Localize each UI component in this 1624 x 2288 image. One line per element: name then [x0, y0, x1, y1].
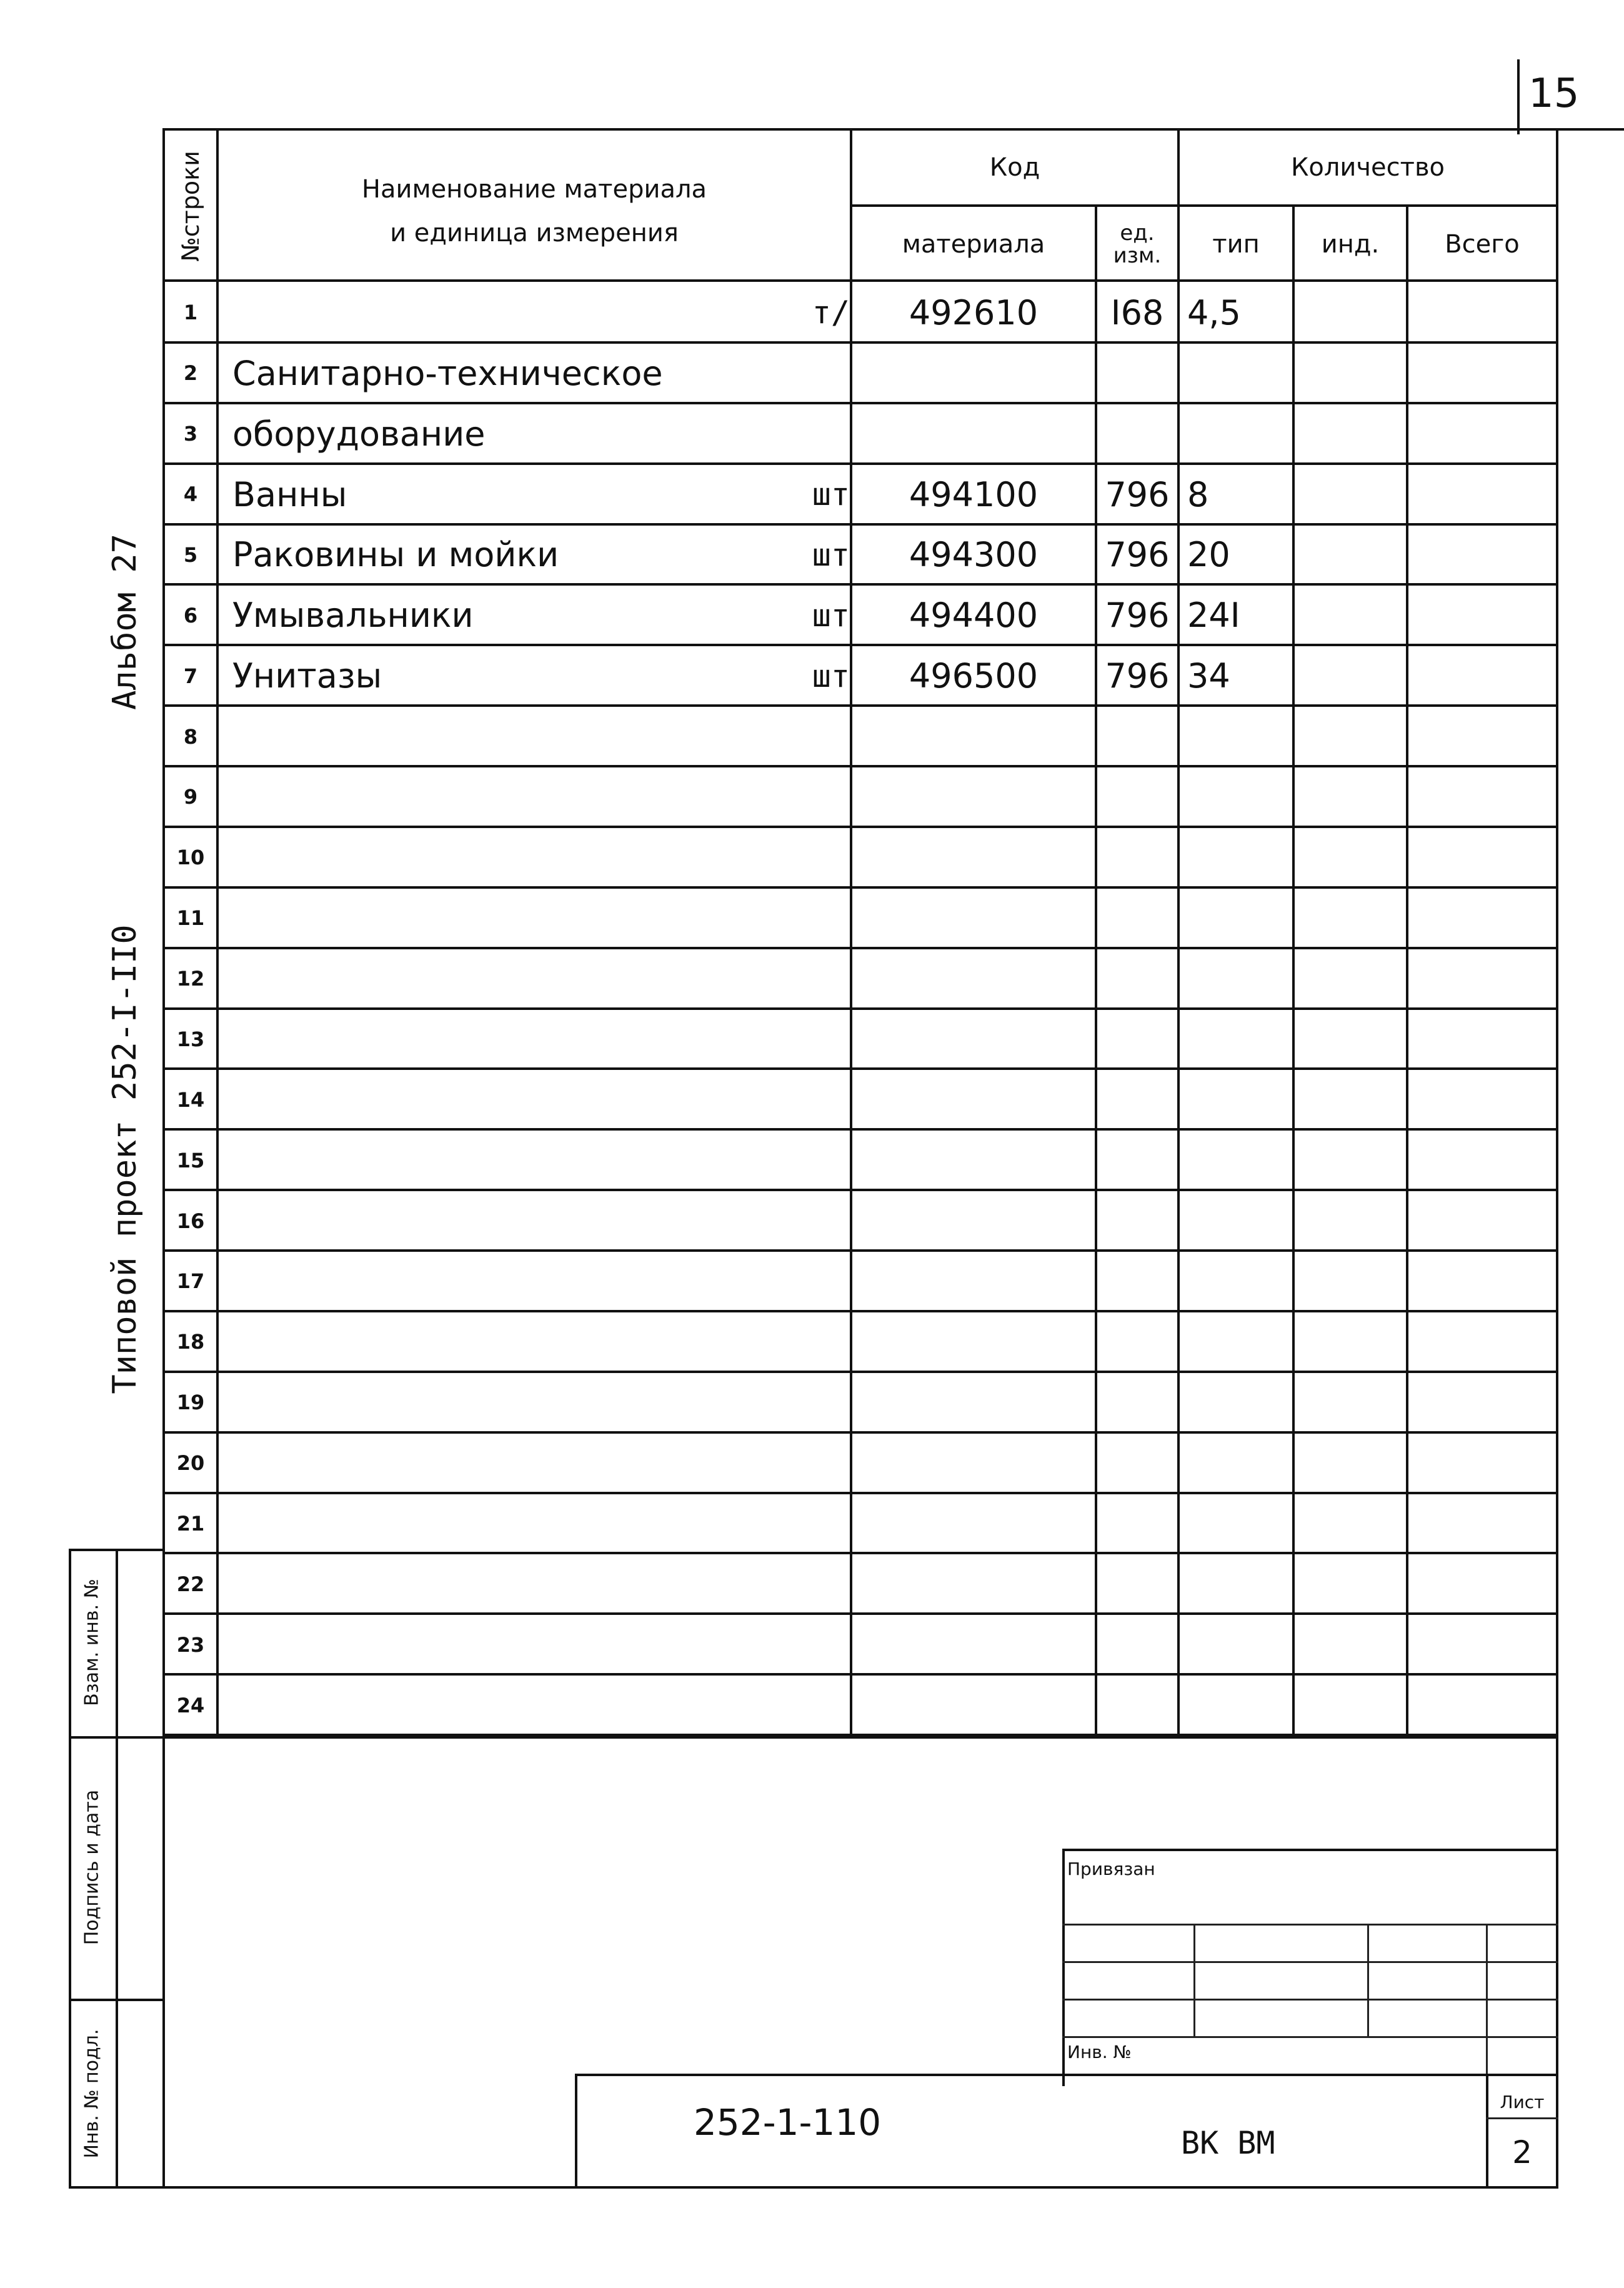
unit-code: 796 [1105, 596, 1170, 636]
material-name: Ванны [232, 474, 347, 514]
quantity-type: 4,5 [1187, 292, 1241, 332]
code-group-header: Код [989, 153, 1040, 182]
quantity-type [1187, 951, 1292, 1007]
row-divider-line [162, 947, 1558, 949]
material-code [852, 1435, 1095, 1492]
quantity-ind [1295, 951, 1406, 1007]
privyazan-row-3 [1062, 1999, 1558, 2001]
material-code [852, 406, 1095, 462]
quantity-total [1408, 345, 1556, 402]
row-number: 13 [176, 1027, 205, 1051]
quantity-total [1408, 406, 1556, 462]
quantity-ind [1295, 1556, 1406, 1612]
material-unit [750, 1616, 850, 1673]
quantity-total [1408, 829, 1556, 886]
material-code [852, 1011, 1095, 1068]
material-name [232, 284, 782, 341]
material-unit [750, 1192, 850, 1249]
quantity-type [1187, 1253, 1292, 1310]
material-name [232, 708, 782, 765]
material-name: Умывальники [232, 596, 474, 636]
material-unit: шт [812, 476, 850, 513]
quantity-total [1408, 951, 1556, 1007]
quantity-total [1408, 1435, 1556, 1492]
quantity-ind [1295, 708, 1406, 765]
header-bottom-line [162, 279, 1558, 282]
unit-code [1097, 1496, 1177, 1552]
quantity-ind [1295, 406, 1406, 462]
frame-bottom-line [69, 2186, 1558, 2189]
material-code [852, 1677, 1095, 1734]
header-mid-line [850, 204, 1558, 207]
row-number: 6 [183, 603, 198, 627]
quantity-ind [1295, 1496, 1406, 1552]
unit-code [1097, 1011, 1177, 1068]
quantity-type [1187, 1616, 1292, 1673]
row-divider-line [162, 1492, 1558, 1494]
material-name [232, 1435, 782, 1492]
material-code [852, 1192, 1095, 1249]
quantity-type [1187, 1314, 1292, 1371]
material-unit [750, 769, 850, 826]
unit-code [1097, 1435, 1177, 1492]
quantity-type [1187, 769, 1292, 826]
quantity-total [1408, 769, 1556, 826]
quantity-ind [1295, 1677, 1406, 1734]
quantity-ind [1295, 1616, 1406, 1673]
material-name [232, 1496, 782, 1552]
quantity-type [1187, 1071, 1292, 1128]
unit-code [1097, 1374, 1177, 1431]
unit-code [1097, 1192, 1177, 1249]
row-divider-line [162, 886, 1558, 889]
row-divider-line [162, 1310, 1558, 1312]
material-name: Унитазы [232, 656, 382, 696]
quantity-ind-header: инд. [1321, 230, 1380, 259]
unit-code [1097, 1616, 1177, 1673]
album-vertical-label: Альбом 27 [106, 534, 144, 710]
material-name [232, 1011, 782, 1068]
quantity-type [1187, 1011, 1292, 1068]
stamp-podpis-data: Подпись и дата [81, 1789, 103, 1946]
material-name: Раковины и мойки [232, 535, 559, 575]
material-name [232, 769, 782, 826]
quantity-total [1408, 284, 1556, 341]
quantity-total [1408, 647, 1556, 704]
quantity-ind [1295, 890, 1406, 947]
material-name [232, 1616, 782, 1673]
quantity-total [1408, 587, 1556, 644]
quantity-type [1187, 1556, 1292, 1612]
row-number: 20 [176, 1451, 205, 1476]
quantity-ind [1295, 466, 1406, 523]
quantity-type [1187, 1677, 1292, 1734]
material-name: оборудование [232, 414, 486, 454]
row-number: 7 [183, 664, 198, 688]
row-number: 11 [176, 906, 205, 931]
stamp-line-1 [69, 1736, 165, 1739]
privyazan-row-4 [1062, 2036, 1558, 2038]
quantity-ind [1295, 1071, 1406, 1128]
row-number: 15 [176, 1148, 205, 1172]
material-unit: т/ [812, 294, 850, 331]
stamp-vzam-inv: Взам. инв. № [81, 1579, 103, 1706]
quantity-type [1187, 708, 1292, 765]
quantity-ind [1295, 1314, 1406, 1371]
stamp-divider-line [116, 1549, 118, 2189]
material-unit [750, 829, 850, 886]
material-unit [750, 1253, 850, 1310]
quantity-type [1187, 890, 1292, 947]
stamp-top-line [69, 1549, 165, 1551]
material-name: Санитарно-техническое [232, 353, 663, 393]
row-divider-line [162, 644, 1558, 646]
column-line-sub-0 [1095, 204, 1097, 1735]
material-name-header-line1: Наименование материала [361, 175, 707, 204]
row-number: 2 [183, 361, 198, 386]
quantity-total [1408, 1374, 1556, 1431]
material-unit [750, 1496, 850, 1552]
unit-code [1097, 1314, 1177, 1371]
row-number: 12 [176, 967, 205, 991]
material-unit: шт [812, 657, 850, 694]
material-code: 496500 [909, 656, 1039, 696]
material-unit [750, 951, 850, 1007]
material-code [852, 708, 1095, 765]
row-number: 3 [183, 422, 198, 446]
unit-code [1097, 890, 1177, 947]
sheet-label: Лист [1500, 2091, 1545, 2112]
stamp-inv-podl: Инв. № подл. [81, 2029, 103, 2159]
privyazan-row-2 [1062, 1961, 1558, 1963]
quantity-total [1408, 1132, 1556, 1189]
privyazan-left-line [1062, 1849, 1065, 2086]
quantity-ind [1295, 1011, 1406, 1068]
row-divider-line [162, 1007, 1558, 1010]
unit-code [1097, 829, 1177, 886]
quantity-type [1187, 345, 1292, 402]
project-designation: 252-1-110 [694, 2101, 882, 2144]
unit-code [1097, 1071, 1177, 1128]
material-name-header-line2: и единица измерения [390, 219, 679, 247]
unit-code [1097, 1556, 1177, 1612]
row-divider-line [162, 1673, 1558, 1676]
row-divider-line [162, 1612, 1558, 1615]
material-unit [750, 1435, 850, 1492]
quantity-type [1187, 1192, 1292, 1249]
material-unit [750, 1677, 850, 1734]
material-code [852, 345, 1095, 402]
privyazan-col-1 [1193, 1924, 1195, 2036]
material-name [232, 1071, 782, 1128]
quantity-total [1408, 1496, 1556, 1552]
material-name [232, 1677, 782, 1734]
quantity-total [1408, 1677, 1556, 1734]
row-divider-line [162, 462, 1558, 465]
quantity-type-header: тип [1212, 230, 1260, 259]
material-unit [750, 345, 850, 402]
unit-code [1097, 1253, 1177, 1310]
quantity-total-header: Всего [1445, 230, 1520, 259]
material-code [852, 1253, 1095, 1310]
material-code [852, 1556, 1095, 1612]
row-divider-line [162, 341, 1558, 344]
material-name [232, 1253, 782, 1310]
quantity-total [1408, 1071, 1556, 1128]
material-unit [750, 1374, 850, 1431]
quantity-type [1187, 1374, 1292, 1431]
material-name [232, 951, 782, 1007]
row-divider-line [162, 1371, 1558, 1373]
quantity-total [1408, 1616, 1556, 1673]
quantity-ind [1295, 1374, 1406, 1431]
material-code [852, 1071, 1095, 1128]
quantity-type: 8 [1187, 474, 1209, 514]
quantity-total [1408, 1556, 1556, 1612]
quantity-type [1187, 1132, 1292, 1189]
column-line-sub-2 [1406, 204, 1408, 1735]
row-number: 9 [183, 785, 198, 809]
row-number: 14 [176, 1087, 205, 1112]
quantity-total [1408, 708, 1556, 765]
material-name [232, 1374, 782, 1431]
material-unit [750, 1132, 850, 1189]
quantity-ind [1295, 345, 1406, 402]
column-line-main-1 [850, 128, 852, 1735]
material-code [852, 1496, 1095, 1552]
column-line-main-2 [1177, 128, 1180, 1735]
quantity-type: 34 [1187, 656, 1230, 696]
row-divider-line [162, 523, 1558, 526]
row-number: 17 [176, 1269, 205, 1294]
material-unit [750, 708, 850, 765]
quantity-ind [1295, 829, 1406, 886]
unit-code: 796 [1105, 474, 1170, 514]
project-vertical-label: Типовой проект 252-I-II0 [106, 924, 144, 1394]
privyazan-col-2 [1367, 1924, 1369, 2036]
material-code [852, 829, 1095, 886]
code-material-header: материала [902, 230, 1045, 259]
unit-code [1097, 951, 1177, 1007]
unit-code [1097, 1132, 1177, 1189]
quantity-group-header: Количество [1290, 153, 1445, 182]
quantity-ind [1295, 527, 1406, 584]
material-unit [750, 890, 850, 947]
material-code: 492610 [909, 292, 1039, 332]
material-name [232, 829, 782, 886]
row-divider-line [162, 1431, 1558, 1434]
quantity-type [1187, 1435, 1292, 1492]
row-divider-line [162, 402, 1558, 404]
quantity-ind [1295, 1192, 1406, 1249]
material-code [852, 1616, 1095, 1673]
quantity-type [1187, 406, 1292, 462]
quantity-total [1408, 1192, 1556, 1249]
material-code [852, 1314, 1095, 1371]
quantity-ind [1295, 647, 1406, 704]
column-line-sub-1 [1292, 204, 1295, 1735]
material-code: 494100 [909, 474, 1039, 514]
unit-code: 796 [1105, 656, 1170, 696]
quantity-total [1408, 527, 1556, 584]
unit-code [1097, 769, 1177, 826]
material-unit [750, 406, 850, 462]
quantity-ind [1295, 769, 1406, 826]
quantity-total [1408, 1011, 1556, 1068]
row-divider-line [162, 1552, 1558, 1554]
unit-code: I68 [1110, 292, 1164, 332]
drawing-section: ВК ВМ [1181, 2125, 1275, 2161]
material-unit [750, 1556, 850, 1612]
quantity-type [1187, 1496, 1292, 1552]
row-divider-line [162, 765, 1558, 767]
row-number: 21 [176, 1511, 205, 1536]
quantity-ind [1295, 1253, 1406, 1310]
material-code [852, 1132, 1095, 1189]
material-unit: шт [812, 597, 850, 634]
quantity-ind [1295, 587, 1406, 644]
quantity-total [1408, 1253, 1556, 1310]
unit-code [1097, 708, 1177, 765]
quantity-ind [1295, 1435, 1406, 1492]
material-code: 494300 [909, 535, 1039, 575]
quantity-ind [1295, 284, 1406, 341]
row-number: 24 [176, 1693, 205, 1717]
unit-code: 796 [1105, 535, 1170, 575]
row-divider-line [162, 826, 1558, 828]
quantity-type: 20 [1187, 535, 1230, 575]
row-divider-line [162, 704, 1558, 707]
row-number: 5 [183, 542, 198, 567]
row-number: 18 [176, 1330, 205, 1354]
privyazan-label: Привязан [1067, 1858, 1155, 1879]
unit-code [1097, 406, 1177, 462]
unit-code [1097, 345, 1177, 402]
sheet-cell-divider [1486, 2117, 1558, 2119]
material-unit [750, 1011, 850, 1068]
material-unit [750, 1071, 850, 1128]
material-name [232, 1192, 782, 1249]
row-number-header: №строки [177, 151, 204, 262]
unit-code [1097, 1677, 1177, 1734]
row-divider-line [162, 1189, 1558, 1191]
column-line-main-3 [1556, 128, 1558, 1735]
row-number: 1 [183, 301, 198, 325]
material-unit [750, 1314, 850, 1371]
row-divider-line [162, 1067, 1558, 1070]
inv-no-label: Инв. № [1067, 2041, 1132, 2062]
row-number: 8 [183, 724, 198, 749]
column-line-main-0 [216, 128, 219, 1735]
material-code [852, 1374, 1095, 1431]
sheet-corner-number: 15 [1528, 71, 1580, 117]
material-name [232, 1556, 782, 1612]
stamp-line-2 [69, 1999, 165, 2001]
material-unit: шт [812, 536, 850, 573]
quantity-total [1408, 890, 1556, 947]
material-name [232, 1132, 782, 1189]
row-number: 19 [176, 1391, 205, 1415]
row-divider-line [162, 1249, 1558, 1252]
main-stamp-top-line [575, 2074, 1558, 2076]
code-unit-header: ед. изм. [1113, 221, 1162, 268]
corner-tick [1517, 59, 1520, 134]
material-code [852, 769, 1095, 826]
quantity-type: 24I [1187, 596, 1240, 636]
quantity-total [1408, 1314, 1556, 1371]
title-area-top-line [162, 1736, 1558, 1739]
material-code [852, 890, 1095, 947]
material-code: 494400 [909, 596, 1039, 636]
quantity-ind [1295, 1132, 1406, 1189]
material-code [852, 951, 1095, 1007]
sheet-number: 2 [1512, 2134, 1532, 2171]
row-number: 22 [176, 1572, 205, 1596]
material-name [232, 1314, 782, 1371]
row-number: 16 [176, 1209, 205, 1233]
quantity-type [1187, 829, 1292, 886]
privyazan-row-1 [1062, 1924, 1558, 1926]
row-divider-line [162, 1128, 1558, 1131]
row-number: 23 [176, 1632, 205, 1657]
row-divider-line [162, 583, 1558, 586]
quantity-total [1408, 466, 1556, 523]
main-stamp-left-line [575, 2074, 577, 2189]
material-name [232, 890, 782, 947]
row-number: 10 [176, 846, 205, 870]
privyazan-col-3 [1486, 1924, 1488, 2086]
stamp-left-line [69, 1549, 71, 2189]
row-number: 4 [183, 482, 198, 507]
